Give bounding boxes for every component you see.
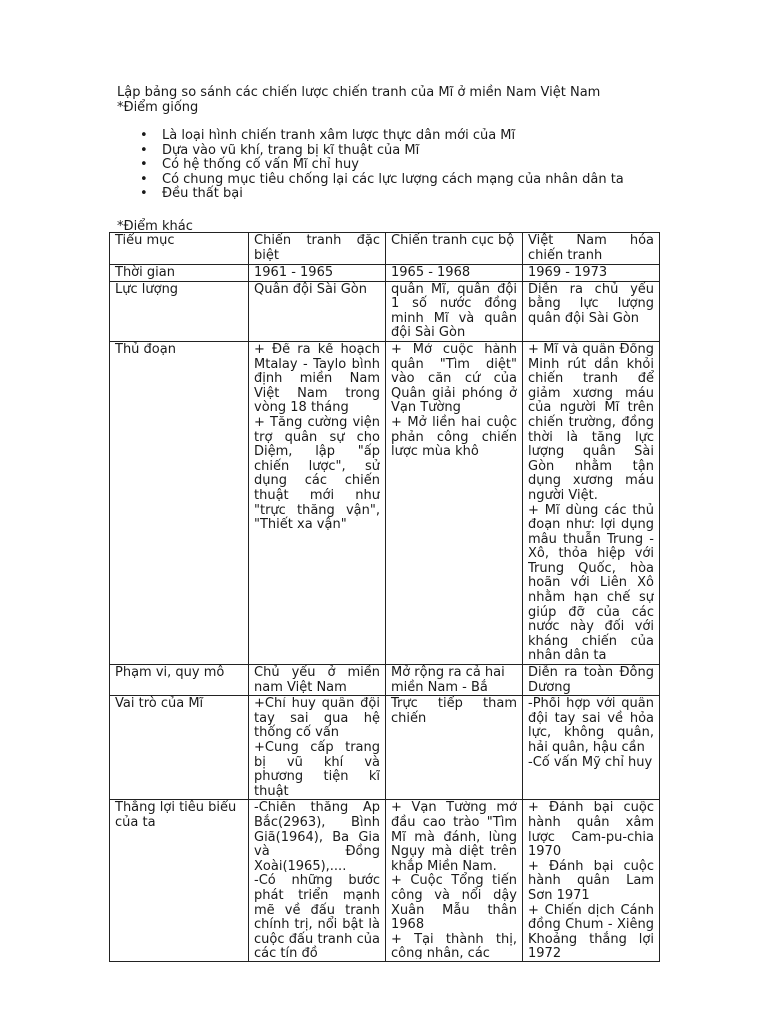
comparison-table [109, 232, 660, 962]
cell-paragraph: +Cung cấp trang bị vũ khí và phương tiện kĩ thuật [254, 740, 380, 799]
cell-paragraph: -Có những bước phát triển mạnh mẽ về đấu tranh chính trị, nổi bật là cuộc đấu tranh của các tín đồ [254, 873, 380, 960]
table-cell: quân Mĩ, quân đội 1 số nước đồng minh Mĩ và quân đội Sài Gòn [386, 281, 523, 341]
table-cell: Thủ đoạn [110, 341, 249, 664]
table-cell: Lực lượng [110, 281, 249, 341]
list-item: • Có chung mục tiêu chống lại các lực lượng cách mạng của nhân dân ta [140, 173, 624, 188]
header-cell: Việt Nam hóa chiến tranh [523, 233, 660, 265]
table-cell: 1965 - 1968 [386, 265, 523, 282]
header-cell: Tiểu mục [110, 233, 249, 265]
table-cell: Chủ yếu ở miền nam Việt Nam [249, 665, 386, 696]
cell-paragraph: + Mĩ dùng các thủ đoạn như: lợi dụng mâu thuẫn Trung - Xô, thỏa hiệp với Trung Quốc, hòa hoãn với Liên Xô nhằm hạn chế sự giúp đỡ của các nước này đối với kháng chiến của nhân dân ta [528, 502, 654, 664]
page-title: Lập bảng so sánh các chiến lược chiến tranh của Mĩ ở miền Nam Việt Nam [117, 85, 601, 100]
table-cell: Trực tiếp tham chiến [386, 696, 523, 800]
cell-paragraph: + Vạn Tường mở đầu cao trào "Tìm Mĩ mà đánh, lùng Ngụy mà diệt trên khắp Miền Nam. [391, 801, 517, 874]
cell-paragraph: + Chiến dịch Cánh đồng Chum - Xiêng Khoảng thắng lợi 1972 [528, 902, 654, 960]
header-cell: Chiến tranh đặc biệt [249, 233, 386, 265]
list-item: • Đều thất bại [140, 187, 624, 202]
table-cell [523, 341, 660, 664]
cell-paragraph: + Đánh bại cuộc hành quân Lam Sơn 1971 [528, 858, 654, 903]
table-header-row [110, 233, 660, 265]
differences-heading: *Điểm khác [117, 219, 193, 234]
table-cell: Phạm vi, quy mô [110, 665, 249, 696]
table-cell: Mở rộng ra cả hai miền Nam - Bắ [386, 665, 523, 696]
cell-paragraph: + Mở liền hai cuộc phản công chiến lược mùa khô [391, 414, 517, 460]
cell-paragraph: + Đề ra kế hoạch Mtalay - Taylo bình định miền Nam Việt Nam trong vòng 18 tháng [254, 342, 380, 416]
table-cell [249, 696, 386, 800]
cell-paragraph: + Tại thành thị, công nhân, các [391, 931, 517, 960]
table-cell: 1961 - 1965 [249, 265, 386, 282]
table-row [110, 696, 660, 800]
similarities-heading: *Điểm giống [117, 100, 199, 115]
cell-paragraph: +Chỉ huy quân đội tay sai qua hệ thống cố vấn [254, 697, 380, 741]
table-cell [523, 800, 660, 962]
table-cell: Quân đội Sài Gòn [249, 281, 386, 341]
cell-paragraph: + Đánh bại cuộc hành quân xâm lược Cam-pu-chia 1970 [528, 801, 654, 860]
table-cell: Vai trò của Mĩ [110, 696, 249, 800]
cell-paragraph: + Tăng cường viện trợ quân sự cho Diệm, lập "ấp chiến lược", sử dụng các chiến thuật mới như "trực thăng vận", "Thiết xa vận" [254, 414, 380, 533]
list-item: • Dựa vào vũ khí, trang bị kĩ thuật của Mĩ [140, 144, 624, 159]
table-cell: Thắng lợi tiêu biểu của ta [110, 800, 249, 962]
table-cell: Thời gian [110, 265, 249, 282]
table-cell: Diễn ra chủ yếu bằng lực lượng quân đội Sài Gòn [523, 281, 660, 341]
cell-paragraph: -Phối hợp với quân đội tay sai về hỏa lực, không quân, hải quân, hậu cần [528, 697, 654, 755]
table-cell: 1969 - 1973 [523, 265, 660, 282]
list-item: • Có hệ thống cố vấn Mĩ chỉ huy [140, 158, 624, 173]
table-row [110, 341, 660, 664]
table-row [110, 281, 660, 341]
list-item: • Là loại hình chiến tranh xâm lược thực dân mới của Mĩ [140, 129, 624, 144]
cell-paragraph: + Mở cuộc hành quân "Tìm diệt" vào căn cứ của Quân giải phóng ở Vạn Tường [391, 342, 517, 416]
cell-paragraph: + Mĩ và quân Đồng Minh rút dần khỏi chiến tranh để giảm xương máu của người Mĩ trên chiến trường, đồng thời là tăng lực lượng quân Sài Gòn nhằm tận dụng xương máu người Việt. [528, 342, 654, 503]
table-cell [386, 341, 523, 664]
table-row [110, 265, 660, 282]
cell-paragraph: + Cuộc Tổng tiến công và nổi dậy Xuân Mẫu thân 1968 [391, 873, 517, 933]
cell-paragraph: -Chiến thắng Ấp Bắc(2963), Bình Giã(1964), Ba Gia và Đồng Xoài(1965),.... [254, 801, 380, 874]
cell-paragraph: -Cố vấn Mỹ chỉ huy [528, 754, 653, 770]
header-cell: Chiến tranh cục bộ [386, 233, 523, 265]
table-row [110, 800, 660, 962]
table-cell [523, 696, 660, 800]
table-cell: Diễn ra toàn Đông Dương [523, 665, 660, 696]
similarities-list [140, 129, 624, 202]
table-cell [249, 800, 386, 962]
table-row [110, 665, 660, 696]
table-cell [386, 800, 523, 962]
table-cell [249, 341, 386, 664]
